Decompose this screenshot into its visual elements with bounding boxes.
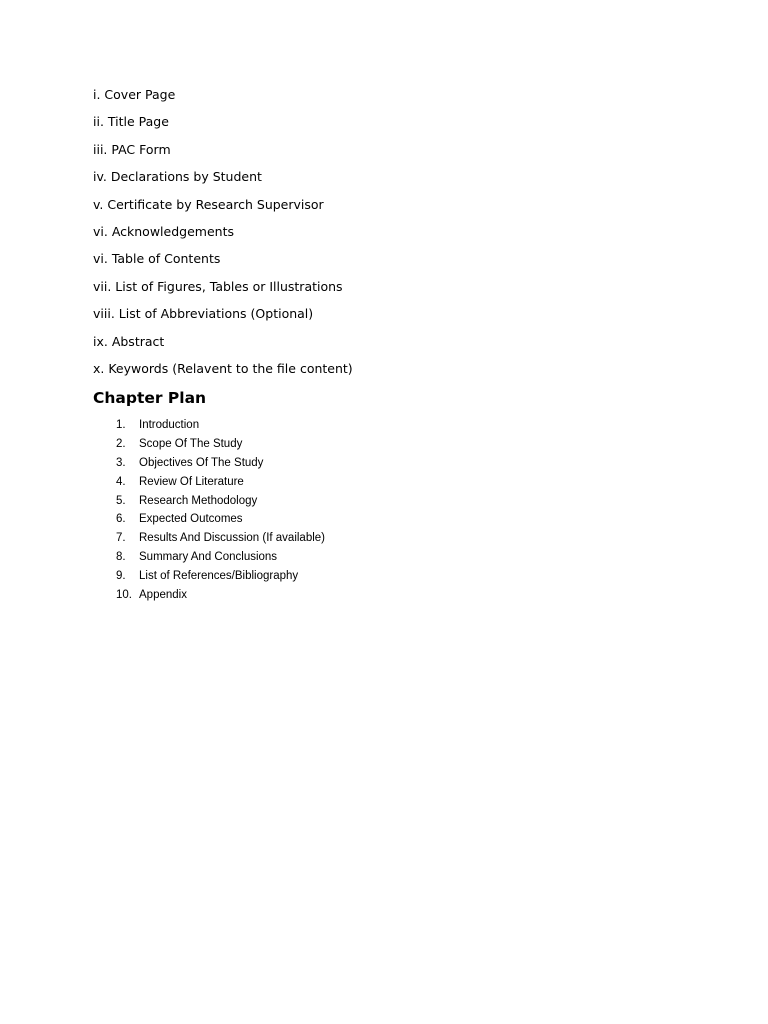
chapter-label: Expected Outcomes [139,513,243,526]
chapter-item [116,511,325,530]
front-matter-item: vi. Table of Contents [93,251,221,267]
front-matter-item: iv. Declarations by Student [93,169,262,185]
front-matter-list [93,86,353,387]
chapter-label: Review Of Literature [139,475,244,488]
front-matter-item: x. Keywords (Relavent to the file content) [93,360,353,376]
chapter-number: 8. [116,551,126,564]
chapter-item [116,530,325,549]
chapter-item [116,436,325,455]
front-matter-item: v. Certificate by Research Supervisor [93,196,324,212]
chapter-number: 6. [116,513,126,526]
chapter-item [116,417,325,436]
chapter-number: 4. [116,475,126,488]
chapter-plan-heading: Chapter Plan [93,389,207,407]
chapter-label: Research Methodology [139,494,258,507]
chapter-item [116,568,325,587]
front-matter-item: i. Cover Page [93,87,176,102]
front-matter-item: vii. List of Figures, Tables or Illustrations [93,278,343,294]
front-matter-item: ix. Abstract [93,333,165,349]
chapter-number: 3. [116,456,126,469]
chapter-item [116,549,325,568]
chapter-number: 7. [116,532,126,545]
chapter-item [116,455,325,474]
chapter-label: List of References/Bibliography [139,570,299,583]
chapter-item [116,474,325,493]
chapter-number: 1. [116,419,126,431]
front-matter-item: vi. Acknowledgements [93,223,234,239]
chapter-label: Appendix [139,589,187,602]
chapter-label: Introduction [139,419,200,431]
front-matter-item: viii. List of Abbreviations (Optional) [93,306,314,322]
chapter-number: 2. [116,437,126,450]
chapter-number: 10. [116,589,132,602]
front-matter-item: iii. PAC Form [93,141,171,157]
front-matter-item: ii. Title Page [93,114,169,130]
chapter-plan-list [116,417,325,606]
chapter-item [116,493,325,512]
chapter-label: Summary And Conclusions [139,551,278,564]
chapter-label: Results And Discussion (If available) [139,532,325,545]
chapter-label: Scope Of The Study [139,437,243,450]
chapter-number: 9. [116,570,126,583]
chapter-label: Objectives Of The Study [139,456,264,469]
chapter-number: 5. [116,494,126,507]
chapter-item [116,587,325,606]
